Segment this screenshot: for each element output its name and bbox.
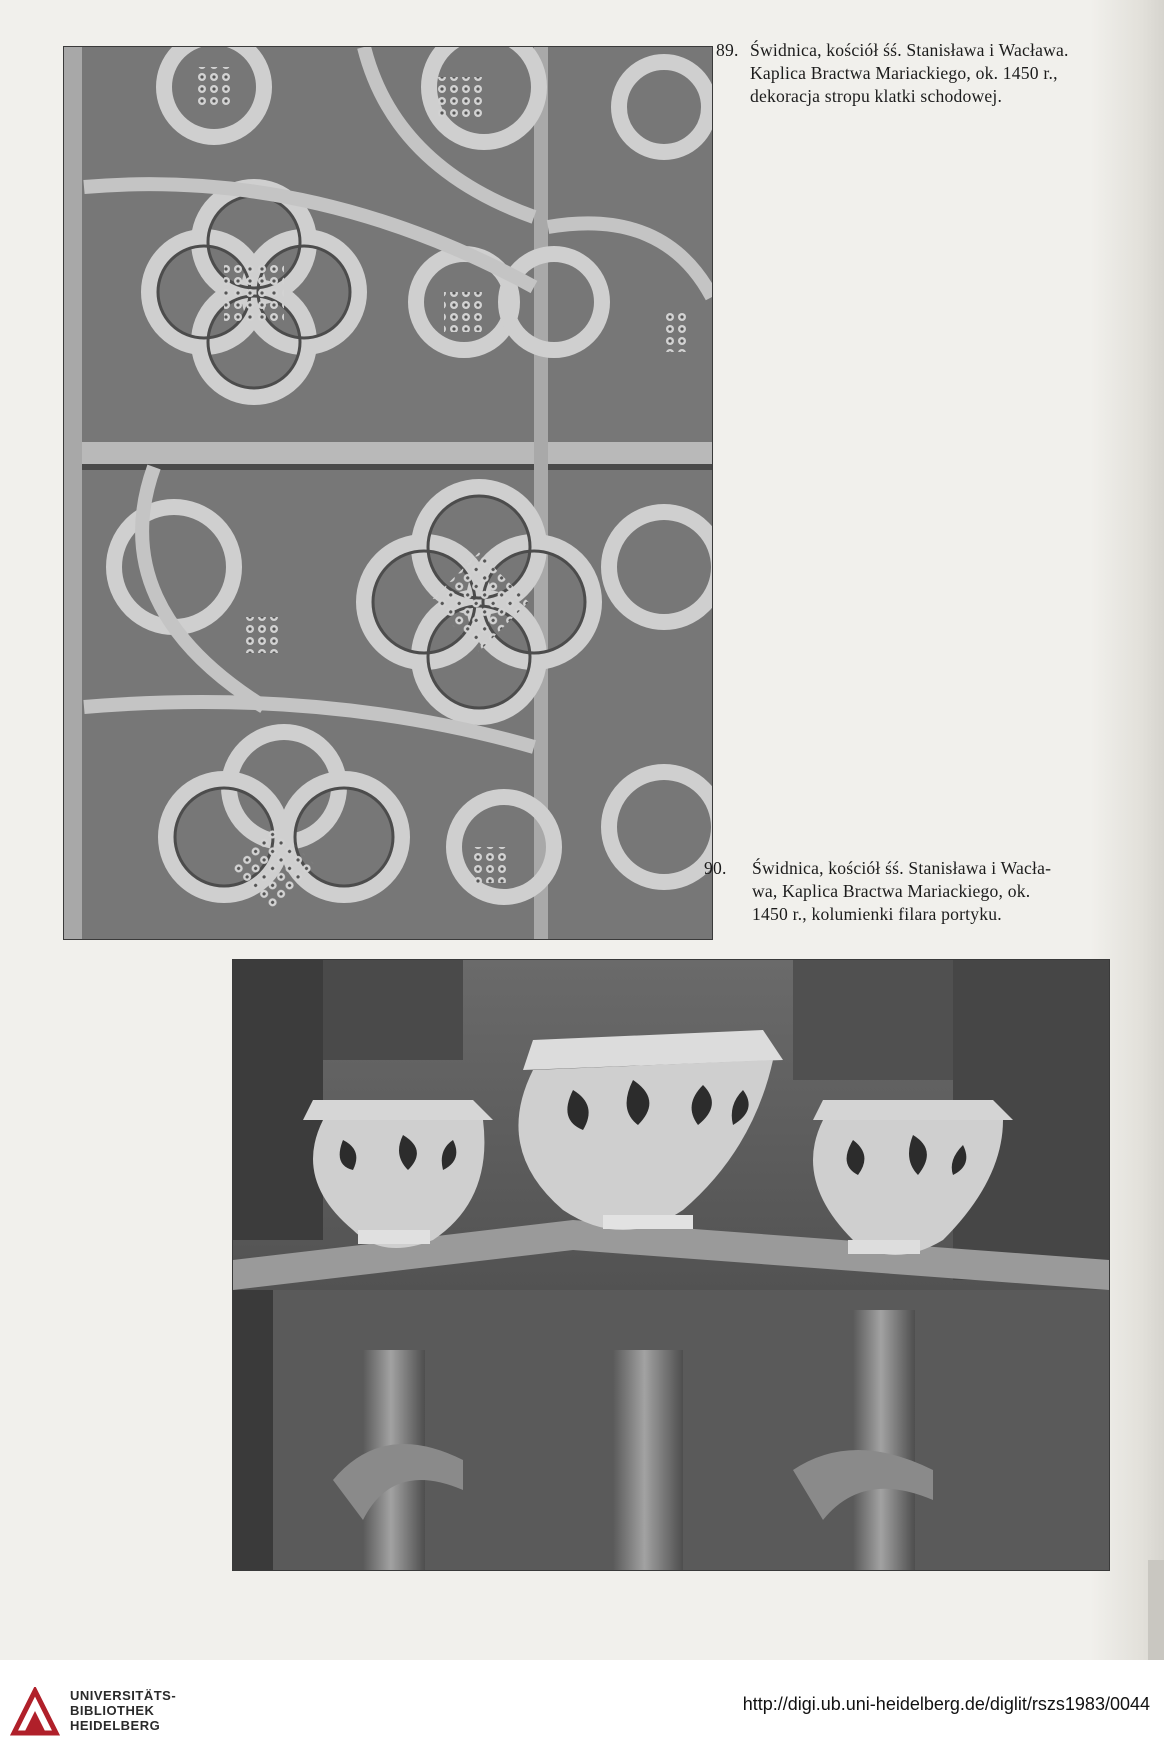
library-name-line: UNIVERSITÄTS- xyxy=(70,1688,177,1703)
photo-89-tracery-ceiling xyxy=(64,47,712,939)
caption-90-number: 90. xyxy=(704,858,727,878)
university-library-logo-icon xyxy=(10,1687,60,1737)
caption-90-line: Świdnica, kościół śś. Stanisława i Wacła- xyxy=(752,858,1052,878)
caption-89-number: 89. xyxy=(716,40,739,60)
permalink-url[interactable]: http://digi.ub.uni-heidelberg.de/diglit/rszs1983/0044 xyxy=(742,1694,1150,1714)
caption-90-line: 1450 r., kolumienki filara portyku. xyxy=(752,904,1002,924)
page-fold xyxy=(1148,1560,1164,1660)
caption-89-line: dekoracja stropu klatki schodowej. xyxy=(750,86,1003,106)
library-name xyxy=(70,1688,176,1733)
capitals-illustration xyxy=(233,960,1109,1570)
library-name-line: BIBLIOTHEK xyxy=(70,1703,155,1718)
caption-90-line: wa, Kaplica Bractwa Mariackiego, ok. xyxy=(752,881,1031,901)
tracery-illustration xyxy=(64,47,712,939)
photo-90-column-capitals xyxy=(233,960,1109,1570)
library-name-line: HEIDELBERG xyxy=(70,1718,161,1733)
caption-89-line: Kaplica Bractwa Mariackiego, ok. 1450 r., xyxy=(750,63,1058,83)
library-footer xyxy=(0,1660,1164,1755)
caption-89-line: Świdnica, kościół śś. Stanisława i Wacława. xyxy=(750,40,1069,60)
